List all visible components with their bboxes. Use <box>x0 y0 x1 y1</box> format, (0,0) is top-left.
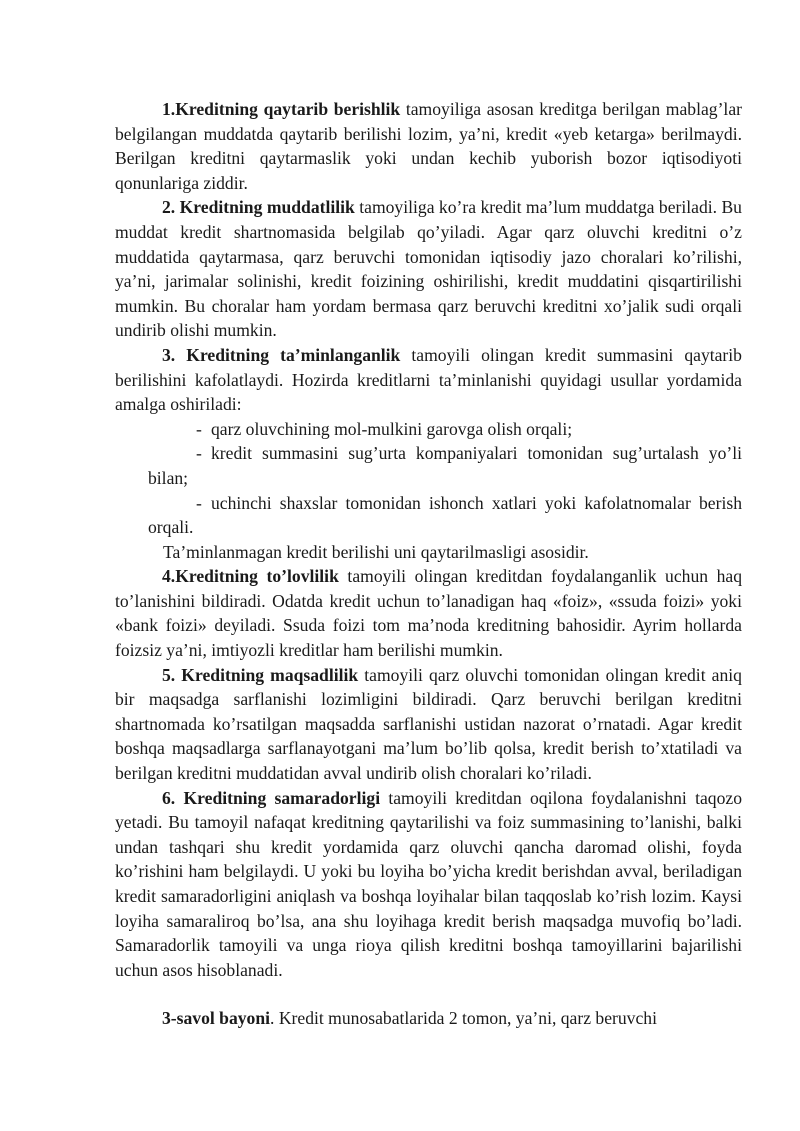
principle-heading: 4.Kreditning to’lovlilik <box>162 566 339 587</box>
paragraph-text: tamoyiliga ko’ra kredit ma’lum muddatga beriladi. Bu muddat kredit shartnomasida belgilab qo’yiladi. Agar qarz oluvchi kreditni o’z muddatida qaytarmasa, qarz beruvchi tomonidan iqtisodiy jazo choralari ko’rilishi, ya’ni, jarimalar solinishi, kredit foizining oshirilishi, kredit muddatini qisqartirilishi mumkin. Bu choralar ham yordam bermasa qarz beruvchi kreditni xo’jalik sudi orqali undirib olishi mumkin. <box>115 197 742 341</box>
principle-heading: 3. Kreditning ta’minlanganlik <box>162 344 401 365</box>
list-dash: - <box>196 443 202 464</box>
list-item-text: uchinchi shaxslar tomonidan ishonch xatlari yoki kafolatnomalar berish orqali. <box>148 492 742 538</box>
principle-heading: 6. Kreditning samaradorligi <box>162 787 381 808</box>
paragraph-question-3 <box>115 1006 742 1031</box>
paragraph-term <box>115 195 742 343</box>
list-item <box>148 417 742 442</box>
paragraph-unsecured <box>115 540 742 565</box>
paragraph-spacer <box>115 982 742 1006</box>
list-item-text: qarz oluvchining mol-mulkini garovga olish orqali; <box>211 418 573 439</box>
list-item <box>148 491 742 540</box>
principle-heading: 1.Kreditning qaytarib berishlik <box>162 99 401 119</box>
paragraph-text: . Kredit munosabatlarida 2 tomon, ya’ni, qarz beruvchi <box>270 1008 657 1029</box>
paragraph-text: tamoyili olingan kredit summasini qaytarib berilishini kafolatlaydi. Hozirda kreditlarni ta’minlanishi quyidagi usullar yordamida amalga oshiriladi: <box>115 344 742 415</box>
paragraph-text: tamoyili olingan kreditdan foydalanganlik uchun haq to’lanishini bildiradi. Odatda kredit uchun to’lanadigan haq «foiz», «ssuda foizi» yoki «bank foizi» deyiladi. Ssuda foizi tom ma’noda kreditning bahosidir. Ayrim hollarda foizsiz ya’ni, imtiyozli kreditlar ham berilishi mumkin. <box>115 566 743 661</box>
principle-heading: 5. Kreditning maqsadlilik <box>162 664 359 685</box>
paragraph-repayment <box>115 97 742 195</box>
principle-heading: 2. Kreditning muddatlilik <box>162 197 355 218</box>
paragraph-efficiency <box>115 786 742 983</box>
section-heading: 3-savol bayoni <box>162 1008 271 1029</box>
paragraph-text: Ta’minlanmagan kredit berilishi uni qaytarilmasligi asosidir. <box>163 541 589 562</box>
document-page <box>115 97 742 1031</box>
paragraph-text: tamoyiliga asosan kreditga berilgan mablag’lar belgilangan muddatda qaytarib berilishi lozim, ya’ni, kredit «yeb ketarga» berilmaydi. Berilgan kreditni qaytarmaslik yoki undan kechib yuborish bozor iqtisodiyoti qonunlariga ziddir. <box>115 99 742 193</box>
paragraph-payment <box>115 564 742 662</box>
paragraph-text: tamoyili kreditdan oqilona foydalanishni taqozo yetadi. Bu tamoyil nafaqat kreditning qaytarilishi va foiz summasining to’lanishi, balki undan tashqari shu kredit yordamida qarz oluvchi qancha daromad olishi, foyda ko’rishini ham belgilaydi. U yoki bu loyiha bo’yicha kredit berishdan avval, beriladigan kredit samaradorligini aniqlash va boshqa loyihalar bilan taqqoslab ko’rish lozim. Kaysi loyiha samaraliroq bo’lsa, ana shu loyihaga kredit berish maqsadga muvofiq bo’ladi. Samaradorlik tamoyili va unga rioya qilish kreditni boshqa tamoyillarini bajarilishi uchun asos hisoblanadi. <box>115 787 742 980</box>
list-dash: - <box>196 418 202 439</box>
list-dash: - <box>196 492 202 513</box>
paragraph-security <box>115 343 742 417</box>
paragraph-text: tamoyili qarz oluvchi tomonidan olingan kredit aniq bir maqsadga sarflanishi lozimligini bildiradi. Qarz beruvchi berilgan kreditni shartnomada ko’rsatilgan maqsadda sarflanishi ustidan nazorat o’rnatadi. Agar kredit boshqa maqsadlarga sarflanayotgani ma’lum bo’lib qolsa, kredit berish to’xtatiladi va berilgan kreditni muddatidan avval undirib olish choralari ko’riladi. <box>115 664 742 784</box>
list-item-text: kredit summasini sug’urta kompaniyalari tomonidan sug’urtalash yo’li bilan; <box>148 443 742 488</box>
list-item <box>148 441 742 490</box>
paragraph-purpose <box>115 663 742 786</box>
